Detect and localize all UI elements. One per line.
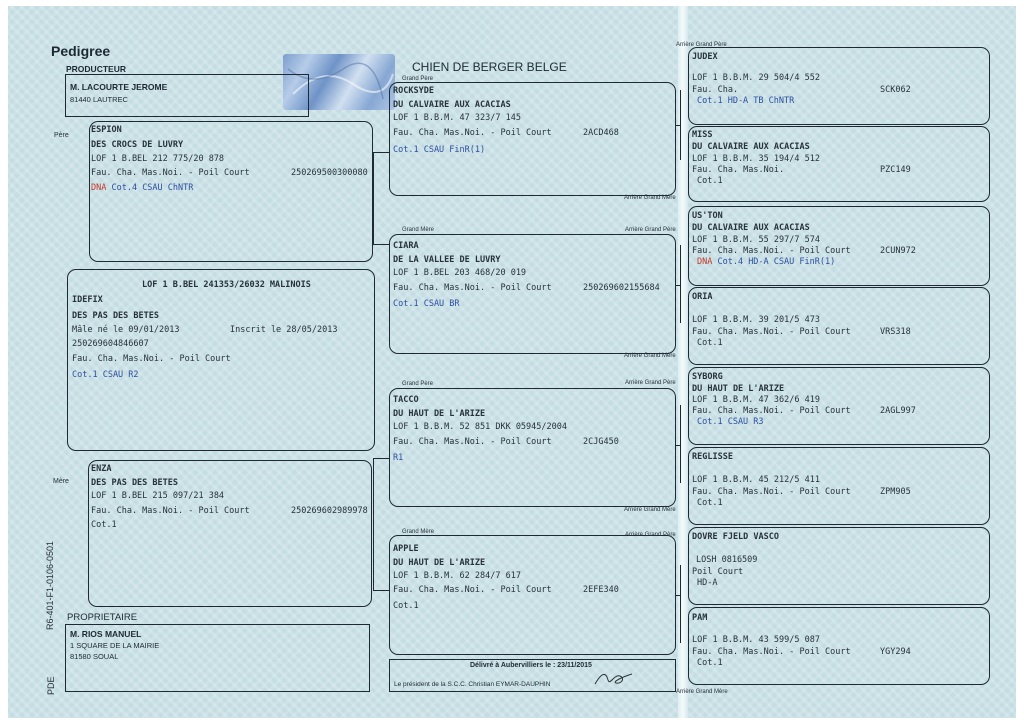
subject-birth: Mâle né le 09/01/2013 [72, 325, 180, 335]
gp3-titles: R1 [393, 453, 404, 463]
breeder-label: PRODUCTEUR [66, 64, 126, 74]
sire-id: 250269500300080 [291, 168, 368, 178]
sire-reg: LOF 1 B.BEL 212 775/20 878 [91, 154, 225, 164]
ggp2-kennel: DU CALVAIRE AUX ACACIAS [692, 142, 810, 152]
ggp7-name: DOVRE FJELD VASCO [692, 532, 779, 542]
connector [680, 405, 681, 483]
connector [373, 458, 374, 590]
great-grandfather-label: Arrière Grand Père [676, 42, 727, 48]
gp4-id: 2EFE340 [583, 585, 619, 595]
gp2-titles: Cot.1 CSAU BR [393, 299, 460, 309]
gp2-reg: LOF 1 B.BEL 203 468/20 019 [393, 268, 527, 278]
grandmother-label: Grand Mère [402, 529, 435, 535]
ggp3-dna: DNA [697, 257, 713, 267]
sire-titles-line [91, 184, 193, 193]
sire-coat: Fau. Cha. Mas.Noi. - Poil Court [91, 168, 250, 178]
gp2-coat: Fau. Cha. Mas.Noi. - Poil Court [393, 283, 552, 293]
gp3-reg: LOF 1 B.B.M. 52 851 DKK 05945/2004 [393, 422, 567, 432]
ggp3-name: US'TON [692, 211, 723, 221]
grandfather-label: Grand Père [402, 76, 434, 82]
connector [373, 458, 390, 459]
great-grandparent-box [688, 287, 990, 365]
great-grandfather-label: Arrière Grand Père [625, 380, 676, 386]
subject-kennel: DES PAS DES BETES [72, 311, 159, 321]
gp2-id: 250269602155684 [583, 283, 660, 293]
dam-name: ENZA [91, 464, 112, 474]
ggp5-kennel: DU HAUT DE L'ARIZE [692, 384, 785, 394]
subject-coat: Fau. Cha. Mas.Noi. - Poil Court [72, 354, 231, 364]
ggp8-reg: LOF 1 B.B.M. 43 599/5 087 [692, 635, 820, 645]
subject-reg: LOF 1 B.BEL 241353/26032 MALINOIS [142, 280, 311, 290]
gp2-kennel: DE LA VALLEE DE LUVRY [393, 255, 501, 265]
ggp7-coat: Poil Court [692, 567, 744, 577]
grandparent-box [389, 388, 676, 507]
gp1-reg: LOF 1 B.B.M. 47 323/7 145 [393, 113, 521, 123]
ggp4-name: ORIA [692, 292, 713, 302]
ggp3-reg: LOF 1 B.B.M. 55 297/7 574 [692, 235, 820, 245]
ggp6-name: REGLISSE [692, 452, 733, 462]
ggp7-titles: HD-A [697, 578, 718, 588]
ggp6-coat: Fau. Cha. Mas.Noi. - Poil Court [692, 487, 851, 497]
great-grandmother-label: Arrière Grand Mère [676, 689, 728, 695]
great-grandparent-box [688, 126, 990, 202]
ggp5-titles: Cot.1 CSAU R3 [697, 417, 764, 427]
ggp5-name: SYBORG [692, 372, 723, 382]
great-grandmother-label: Arrière Grand Mère [624, 507, 676, 513]
ggp8-titles: Cot.1 [697, 658, 723, 668]
sire-titles: Cot.4 CSAU ChNTR [111, 183, 194, 193]
ggp2-reg: LOF 1 B.B.M. 35 194/4 512 [692, 154, 820, 164]
ggp2-name: MISS [692, 130, 713, 140]
ggp1-id: SCK062 [880, 85, 911, 95]
ggp5-coat: Fau. Cha. Mas.Noi. - Poil Court [692, 406, 851, 416]
subject-registered: Inscrit le 28/05/2013 [230, 325, 338, 335]
delivery-text: Délivré à Aubervilliers le : 23/11/2015 [470, 662, 592, 669]
dam-titles: Cot.1 [91, 520, 117, 530]
ggp4-id: VRS318 [880, 327, 911, 337]
connector [373, 152, 374, 244]
connector [680, 245, 681, 323]
dam-coat: Fau. Cha. Mas.Noi. - Poil Court [91, 506, 250, 516]
gp4-titles: Cot.1 [393, 601, 419, 611]
connector [373, 244, 390, 245]
owner-label: PROPRIETAIRE [67, 612, 138, 623]
gp1-titles: Cot.1 CSAU FinR(1) [393, 145, 486, 155]
signature [592, 668, 636, 690]
gp3-name: TACCO [393, 395, 419, 405]
ggp1-name: JUDEX [692, 52, 718, 62]
gp2-name: CIARA [393, 241, 419, 251]
ggp3-titles-line [697, 258, 835, 267]
ggp5-id: 2AGL997 [880, 406, 916, 416]
connector [373, 590, 390, 591]
great-grandparent-box [688, 447, 990, 525]
ggp2-coat: Fau. Cha. Mas.Noi. [692, 165, 785, 175]
breeder-address: 81440 LAUTREC [70, 95, 128, 104]
subject-chip: 250269604846607 [72, 339, 149, 349]
ggp3-id: 2CUN972 [880, 246, 916, 256]
subject-name: IDEFIX [72, 295, 103, 305]
ggp1-coat: Fau. Cha. [692, 85, 739, 95]
owner-address1: 1 SQUARE DE LA MAIRIE [70, 641, 160, 650]
gp1-kennel: DU CALVAIRE AUX ACACIAS [393, 100, 511, 110]
gp1-id: 2ACD468 [583, 128, 619, 138]
great-grandfather-label: Arrière Grand Père [625, 532, 676, 538]
breed-title: CHIEN DE BERGER BELGE [412, 60, 567, 74]
sire-kennel: DES CROCS DE LUVRY [91, 140, 184, 150]
ggp1-titles: Cot.1 HD-A TB ChNTR [697, 96, 795, 106]
gp4-name: APPLE [393, 544, 419, 554]
gp4-coat: Fau. Cha. Mas.Noi. - Poil Court [393, 585, 552, 595]
grandmother-label: Grand Mère [402, 227, 435, 233]
gp1-coat: Fau. Cha. Mas.Noi. - Poil Court [393, 128, 552, 138]
grandparent-box [389, 535, 676, 655]
ggp2-titles: Cot.1 [697, 176, 723, 186]
great-grandmother-label: Arrière Grand Mère [624, 353, 676, 359]
pde-mark: PDE [46, 676, 56, 695]
breeder-name: M. LACOURTE JEROME [70, 82, 168, 92]
ggp7-reg: LOSH 0816509 [696, 555, 758, 565]
sire-dna: DNA [91, 183, 107, 193]
ggp1-reg: LOF 1 B.B.M. 29 504/4 552 [692, 73, 820, 83]
owner-name: M. RIOS MANUEL [70, 629, 142, 639]
ggp6-reg: LOF 1 B.B.M. 45 212/5 411 [692, 475, 820, 485]
subject-titles: Cot.1 CSAU R2 [72, 370, 139, 380]
ggp8-name: PAM [692, 613, 708, 623]
dam-id: 250269602989978 [291, 506, 368, 516]
ggp3-titles: Cot.4 HD-A CSAU FinR(1) [717, 257, 836, 267]
sire-name: ESPION [91, 125, 122, 135]
side-code: R6-401-F1-0106-0501 [45, 540, 55, 630]
ggp4-coat: Fau. Cha. Mas.Noi. - Poil Court [692, 327, 851, 337]
gp1-name: ROCKSYDE [393, 86, 434, 96]
ggp2-id: PZC149 [880, 165, 911, 175]
gp4-reg: LOF 1 B.B.M. 62 284/7 617 [393, 571, 521, 581]
grandparent-box [389, 234, 676, 354]
great-grandparent-box [688, 607, 990, 685]
ggp4-titles: Cot.1 [697, 338, 723, 348]
great-grandfather-label: Arrière Grand Père [625, 227, 676, 233]
dam-kennel: DES PAS DES BETES [91, 478, 178, 488]
great-grandmother-label: Arrière Grand Mère [624, 195, 676, 201]
ggp4-reg: LOF 1 B.B.M. 39 201/5 473 [692, 315, 820, 325]
dam-reg: LOF 1 B.BEL 215 097/21 384 [91, 491, 225, 501]
owner-address2: 81580 SOUAL [70, 652, 119, 661]
ggp8-id: YGY294 [880, 647, 911, 657]
gp4-kennel: DU HAUT DE L'ARIZE [393, 558, 486, 568]
grandfather-label: Grand Père [402, 381, 434, 387]
ggp5-reg: LOF 1 B.B.M. 47 362/6 419 [692, 395, 820, 405]
gp3-id: 2CJG450 [583, 437, 619, 447]
gp3-coat: Fau. Cha. Mas.Noi. - Poil Court [393, 437, 552, 447]
ggp6-id: ZPM905 [880, 487, 911, 497]
gp3-kennel: DU HAUT DE L'ARIZE [393, 409, 486, 419]
dam-label: Mère [53, 478, 69, 485]
document-title: Pedigree [51, 43, 111, 59]
ggp3-coat: Fau. Cha. Mas.Noi. - Poil Court [692, 246, 851, 256]
ggp8-coat: Fau. Cha. Mas.Noi. - Poil Court [692, 647, 851, 657]
ggp6-titles: Cot.1 [697, 498, 723, 508]
connector [373, 152, 390, 153]
president-text: Le président de la S.C.C. Christian EYMAR-DAUPHIN [394, 681, 551, 688]
ggp3-kennel: DU CALVAIRE AUX ACACIAS [692, 223, 810, 233]
sire-label: Père [54, 132, 69, 139]
connector [680, 565, 681, 643]
